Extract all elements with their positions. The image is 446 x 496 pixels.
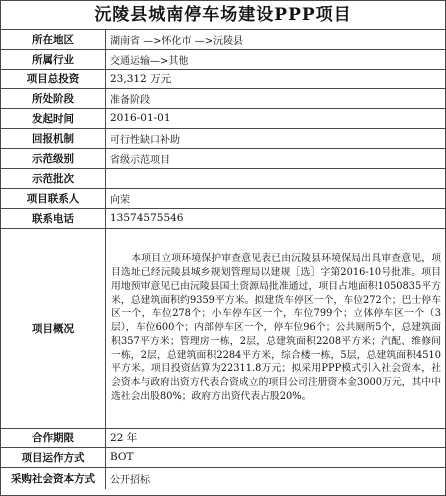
page-title: 沅陵县城南停车场建设PPP项目	[1, 1, 445, 30]
start-date-value: 2016-01-01	[106, 108, 446, 128]
overview-cell	[106, 228, 446, 428]
table-row	[1, 49, 445, 69]
table-row	[1, 168, 445, 188]
row-label: 项目联系人	[1, 188, 106, 208]
table-row	[1, 208, 445, 228]
row-label: 所处阶段	[1, 88, 106, 108]
row-label: 示范级别	[1, 148, 106, 168]
table-row	[1, 428, 445, 447]
row-label: 所属行业	[1, 49, 106, 69]
operation-mode-value: BOT	[106, 447, 446, 467]
stage-value: 准备阶段	[106, 88, 446, 108]
row-label: 合作期限	[1, 428, 106, 447]
contact-person-value: 向荣	[106, 188, 446, 208]
cooperation-term-value: 22 年	[106, 428, 446, 447]
table-row	[1, 69, 445, 88]
table-row	[1, 30, 445, 49]
demo-level-value: 省级示范项目	[106, 148, 446, 168]
table-row	[1, 88, 445, 108]
table-row	[1, 467, 445, 489]
table-row	[1, 128, 445, 148]
row-label: 项目运作方式	[1, 447, 106, 467]
overview-text: 本项目立项环境保护审查意见表已由沅陵县环境保局出具审查意见，项目选址已经沅陵县城乡规划管理局以建规［选］字第2016-10号批准。项目用地预审意见已由沅陵县国土资源局批准通过，项目占地面积1050835平方米，总建筑面积约9359平方米。拟建货车停区一个，车位272个；巴士停车区一个，车位278个；小车停车区一个，车位799个；立体停车区一个（3层），车位600个；内部停车区一个，停车位96个；公共厕所5个，总建筑面积357平方米；管理房一栋，2层，总建筑面积2208平方米；汽配、维修间一栋，2层，总建筑面积2284平方米，综合楼一栋，5层，总建筑面积4510平方米。项目投资估算为22311.8万元；拟采用PPP模式引入社会资本，社会资本与政府出资方代表合资成立的项目公司注册资本金3000万元，其中中选社会出股80%；政府方出资代表占股20%。	[111, 253, 441, 403]
row-label: 项目概况	[1, 228, 106, 428]
table-row	[1, 108, 445, 128]
row-label: 采购社会资本方式	[1, 467, 106, 489]
row-label: 发起时间	[1, 108, 106, 128]
procurement-method-value: 公开招标	[106, 467, 446, 489]
project-info-table	[1, 30, 445, 489]
row-label: 所在地区	[1, 30, 106, 49]
table-row	[1, 228, 445, 428]
table-row	[1, 188, 445, 208]
contact-phone-value: 13574575546	[106, 208, 446, 228]
return-mechanism-value: 可行性缺口补助	[106, 128, 446, 148]
demo-batch-value	[106, 168, 446, 188]
row-label: 示范批次	[1, 168, 106, 188]
row-label: 回报机制	[1, 128, 106, 148]
row-label: 项目总投资	[1, 69, 106, 88]
industry-value: 交通运输—>其他	[106, 49, 446, 69]
table-row	[1, 447, 445, 467]
region-value: 湖南省 —>怀化市 —>沅陵县	[106, 30, 446, 49]
row-label: 联系电话	[1, 208, 106, 228]
table-row	[1, 148, 445, 168]
total-investment-value: 23,312 万元	[106, 69, 446, 88]
